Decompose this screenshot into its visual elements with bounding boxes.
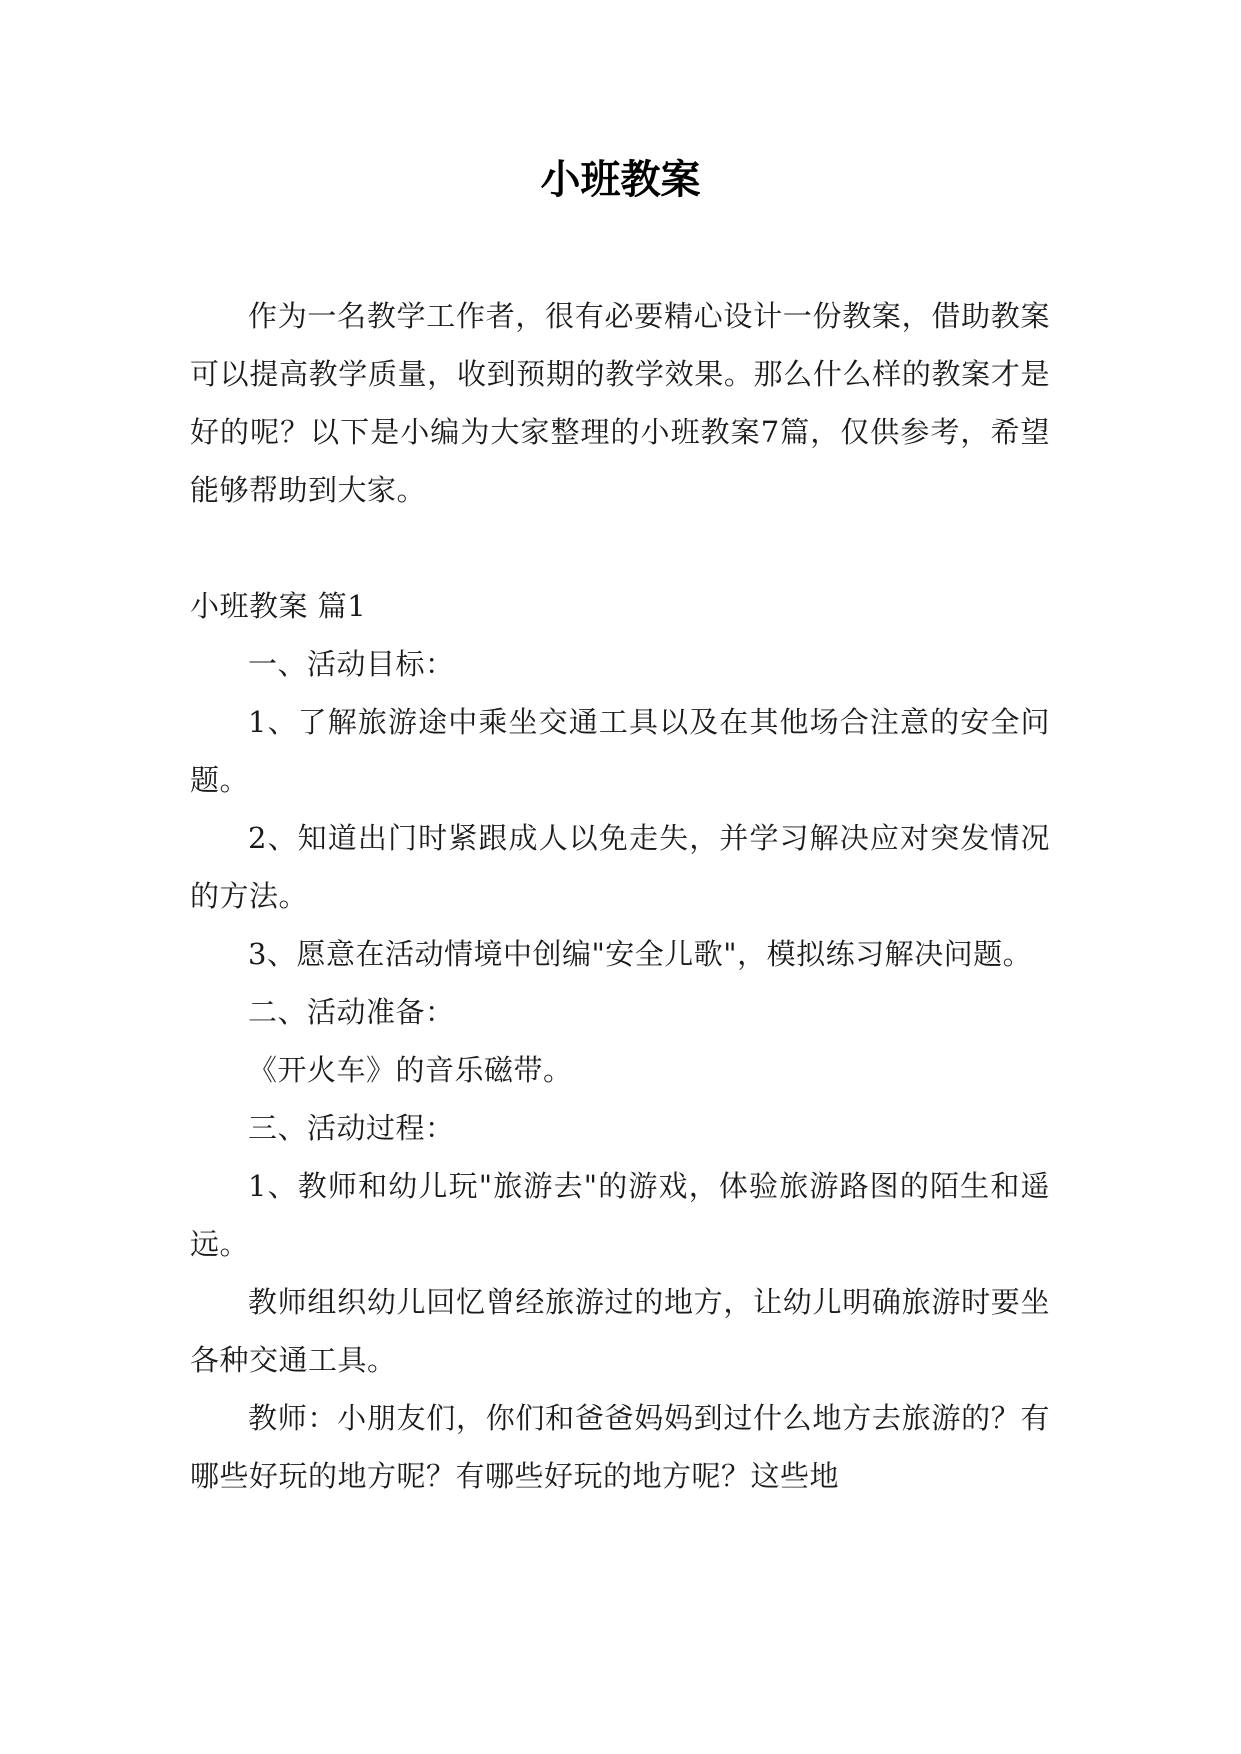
section-paragraph: 2、知道出门时紧跟成人以免走失，并学习解决应对突发情况的方法。 bbox=[190, 821, 1050, 913]
document-body bbox=[190, 287, 1050, 1505]
section-paragraph: 教师组织幼儿回忆曾经旅游过的地方，让幼儿明确旅游时要坐各种交通工具。 bbox=[190, 1285, 1050, 1377]
section-heading: 小班教案 篇1 bbox=[190, 589, 367, 623]
section-paragraph: 《开火车》的音乐磁带。 bbox=[248, 1053, 573, 1087]
section-paragraph: 1、了解旅游途中乘坐交通工具以及在其他场合注意的安全问题。 bbox=[190, 705, 1050, 797]
document-title: 小班教案 bbox=[540, 157, 701, 203]
section-paragraph: 3、愿意在活动情境中创编"安全儿歌"，模拟练习解决问题。 bbox=[248, 937, 1033, 971]
section-paragraph: 一、活动目标： bbox=[248, 647, 455, 681]
intro-paragraph: 作为一名教学工作者，很有必要精心设计一份教案，借助教案可以提高教学质量，收到预期的教学效果。那么什么样的教案才是好的呢？以下是小编为大家整理的小班教案7篇，仅供参考，希望能够帮助到大家。 bbox=[190, 299, 1050, 507]
section-paragraph: 二、活动准备： bbox=[248, 995, 455, 1029]
section-paragraph: 三、活动过程： bbox=[248, 1111, 455, 1145]
section-paragraph: 教师：小朋友们，你们和爸爸妈妈到过什么地方去旅游的？有哪些好玩的地方呢？有哪些好玩的地方呢？这些地 bbox=[190, 1401, 1050, 1493]
section-paragraph: 1、教师和幼儿玩"旅游去"的游戏，体验旅游路图的陌生和遥远。 bbox=[190, 1169, 1050, 1261]
